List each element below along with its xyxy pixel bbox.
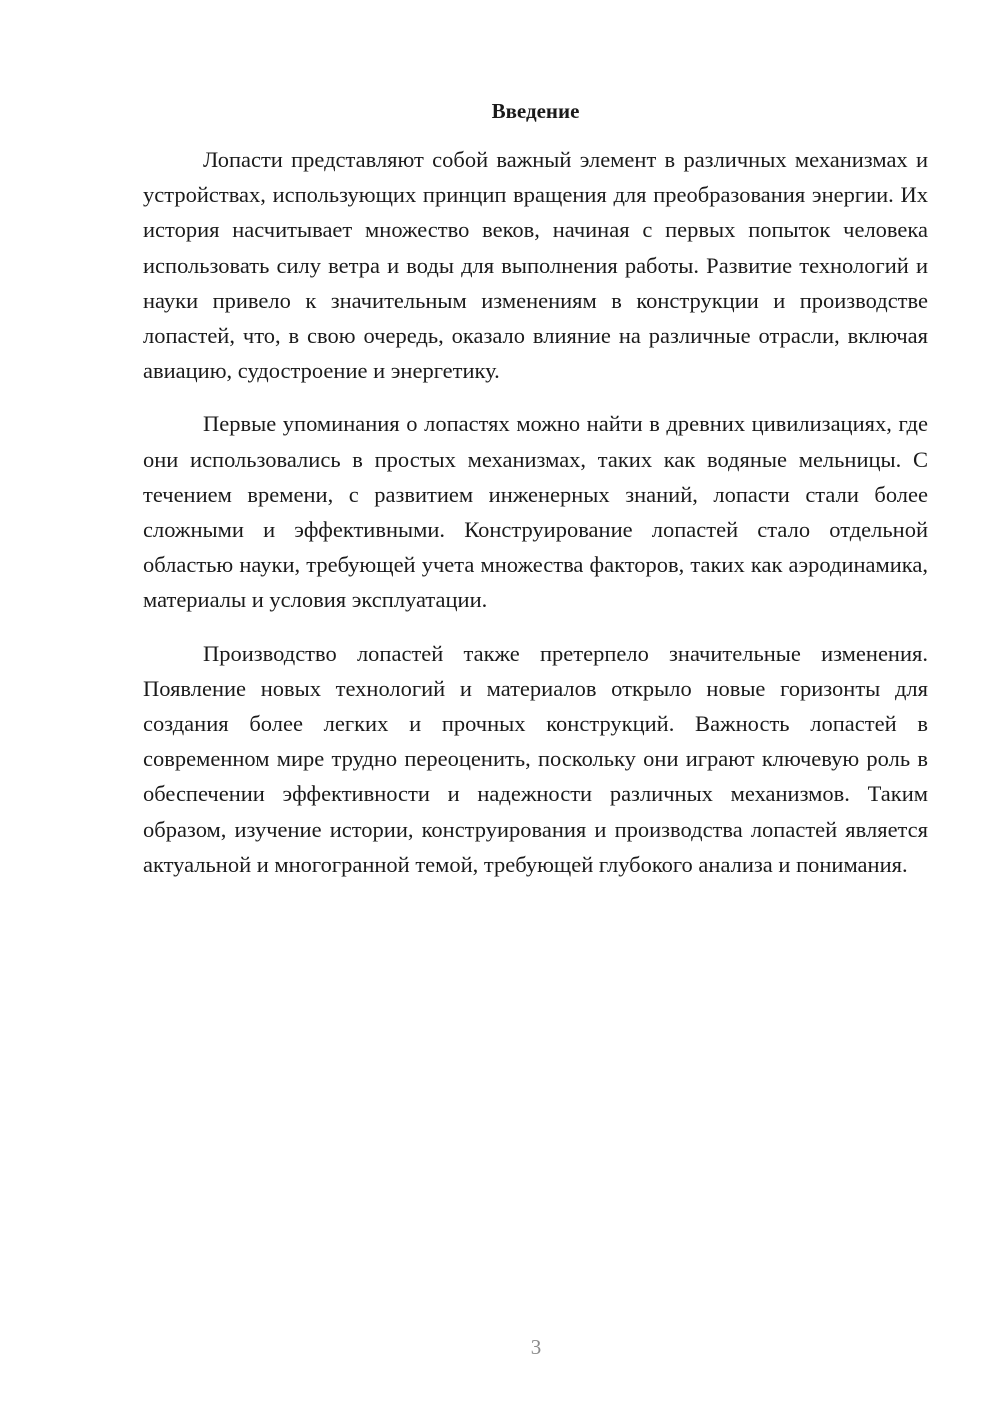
- page-content: [143, 96, 928, 900]
- paragraph-2: Первые упоминания о лопастях можно найти в древних цивилизациях, где они использовались в простых механизмах, таких как водяные мельницы. С течением времени, с развитием инженерных знаний, лопасти стали более сложными и эффективными. Конструирование лопастей стало отдельной областью науки, требующей учета множества факторов, таких как аэродинамика, материалы и условия эксплуатации.: [143, 411, 928, 613]
- paragraph-1: Лопасти представляют собой важный элемент в различных механизмах и устройствах, использующих принцип вращения для преобразования энергии. Их история насчитывает множество веков, начиная с первых попыток человека использовать силу ветра и воды для выполнения работы. Развитие технологий и науки привело к значительным изменениям в конструкции и производстве лопастей, что, в свою очередь, оказало влияние на различные отрасли, включая авиацию, судостроение и энергетику.: [143, 147, 928, 384]
- paragraph-3: Производство лопастей также претерпело значительные изменения. Появление новых технологий и материалов открыло новые горизонты для создания более легких и прочных конструкций. Важность лопастей в современном мире трудно переоценить, поскольку они играют ключевую роль в обеспечении эффективности и надежности различных механизмов. Таким образом, изучение истории, конструирования и производства лопастей является актуальной и многогранной темой, требующей глубокого анализа и понимания.: [143, 640, 928, 877]
- section-heading: Введение: [491, 99, 580, 123]
- page-number: 3: [530, 1335, 542, 1359]
